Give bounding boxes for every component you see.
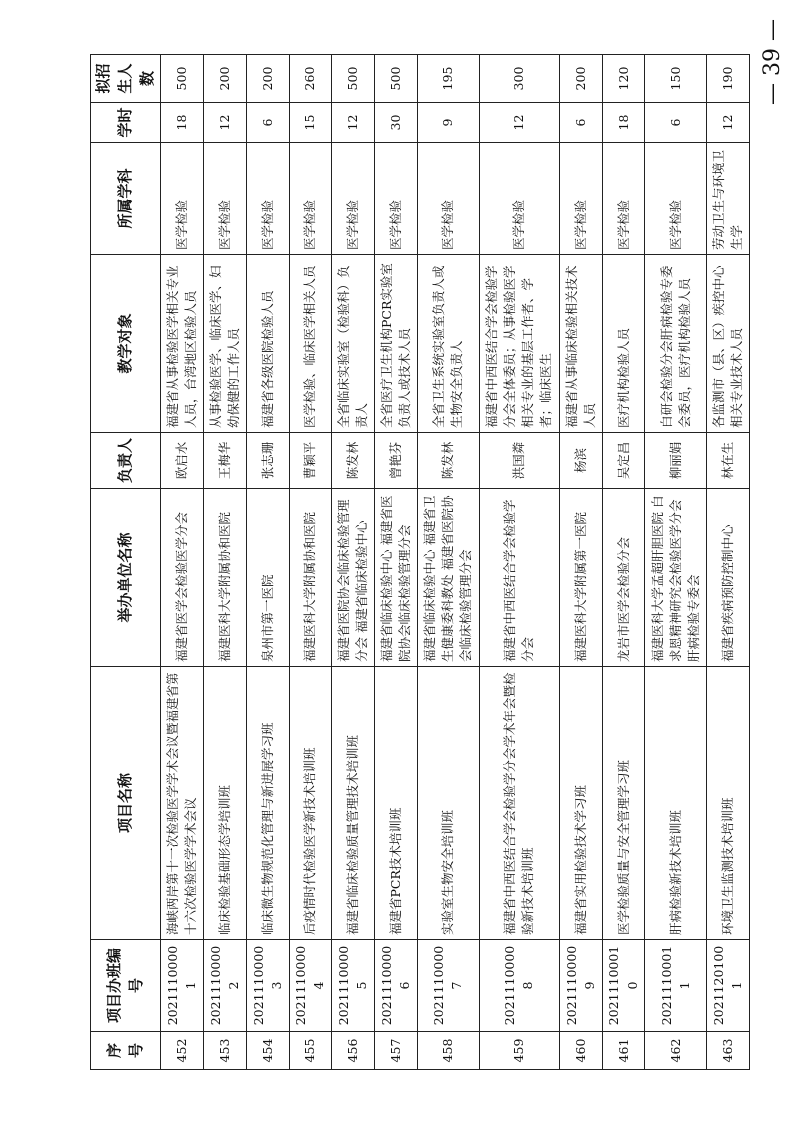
cell-name: 实验室生物安全培训班 xyxy=(417,667,479,940)
cell-name: 临床检验基础形态学培训班 xyxy=(204,667,247,940)
cell-owner: 洪国粦 xyxy=(479,433,559,489)
cell-target: 全省医疗卫生机构PCR实验室负责人或技术人员 xyxy=(375,255,418,433)
cell-owner: 陈发林 xyxy=(417,433,479,489)
cell-subject: 医学检验 xyxy=(161,143,204,255)
cell-hours: 6 xyxy=(559,103,602,143)
cell-name: 医学检验质量与安全管理学习班 xyxy=(602,667,645,940)
cell-target: 福建省从事检验医学相关专业人员，台湾地区检验人员 xyxy=(161,255,204,433)
header-target: 教学对象 xyxy=(91,255,161,433)
cell-org: 泉州市第一医院 xyxy=(246,489,289,667)
cell-code: 20211100007 xyxy=(417,940,479,1032)
cell-quota: 500 xyxy=(161,55,204,103)
table-row xyxy=(375,55,418,1070)
cell-quota: 500 xyxy=(375,55,418,103)
cell-subject: 医学检验 xyxy=(417,143,479,255)
cell-subject: 医学检验 xyxy=(204,143,247,255)
cell-quota: 500 xyxy=(332,55,375,103)
cell-target: 各监测市（县、区）疾控中心相关专业技术人员 xyxy=(707,255,750,433)
cell-org: 福建省临床检验中心 福建省卫生健康委科教处 福建省医院协会临床检验管理分会 xyxy=(417,489,479,667)
cell-owner: 曾艳芬 xyxy=(375,433,418,489)
cell-seq: 457 xyxy=(375,1032,418,1070)
table-row xyxy=(417,55,479,1070)
cell-name: 后疫情时代检验医学新技术培训班 xyxy=(289,667,332,940)
cell-hours: 30 xyxy=(375,103,418,143)
cell-target: 福建省中西医结合学会检验学分会全体委员；从事检验医学相关专业的基层工作者、学者；临床医生 xyxy=(479,255,559,433)
cell-hours: 18 xyxy=(161,103,204,143)
cell-seq: 455 xyxy=(289,1032,332,1070)
cell-subject: 医学检验 xyxy=(375,143,418,255)
cell-org: 福建省临床检验中心 福建省医院协会临床检验管理分会 xyxy=(375,489,418,667)
cell-subject: 医学检验 xyxy=(602,143,645,255)
header-owner: 负责人 xyxy=(91,433,161,489)
cell-code: 20211100008 xyxy=(479,940,559,1032)
header-seq: 序号 xyxy=(91,1032,161,1070)
table-row xyxy=(161,55,204,1070)
cell-code: 20211100005 xyxy=(332,940,375,1032)
cell-org: 福建医科大学附属第一医院 xyxy=(559,489,602,667)
cell-target: 福建省各级医院检验人员 xyxy=(246,255,289,433)
table-row xyxy=(246,55,289,1070)
cell-owner: 吴定昌 xyxy=(602,433,645,489)
cell-hours: 12 xyxy=(204,103,247,143)
cell-seq: 460 xyxy=(559,1032,602,1070)
cell-target: 福建省从事临床检验相关技术人员 xyxy=(559,255,602,433)
cell-subject: 医学检验 xyxy=(289,143,332,255)
cell-hours: 12 xyxy=(332,103,375,143)
table-row xyxy=(479,55,559,1070)
cell-seq: 459 xyxy=(479,1032,559,1070)
table-row xyxy=(332,55,375,1070)
cell-owner: 欧启水 xyxy=(161,433,204,489)
cell-seq: 462 xyxy=(645,1032,707,1070)
header-hours: 学时 xyxy=(91,103,161,143)
cell-code: 20211100001 xyxy=(161,940,204,1032)
cell-subject: 医学检验 xyxy=(246,143,289,255)
cell-code: 20211100003 xyxy=(246,940,289,1032)
table-row xyxy=(289,55,332,1070)
table-body xyxy=(161,55,750,1070)
cell-name: 肝病检验新技术培训班 xyxy=(645,667,707,940)
cell-org: 福建省疾病预防控制中心 xyxy=(707,489,750,667)
cell-hours: 12 xyxy=(707,103,750,143)
cell-subject: 医学检验 xyxy=(559,143,602,255)
cell-target: 全省临床实验室（检验科）负责人 xyxy=(332,255,375,433)
table-row xyxy=(602,55,645,1070)
page-number: — 39 — xyxy=(760,19,785,105)
cell-hours: 6 xyxy=(246,103,289,143)
cell-hours: 6 xyxy=(645,103,707,143)
table-header-row xyxy=(91,55,161,1070)
header-quota: 拟招生人数 xyxy=(91,55,161,103)
cell-subject: 医学检验 xyxy=(332,143,375,255)
cell-owner: 杨滨 xyxy=(559,433,602,489)
header-code: 项目办班编号 xyxy=(91,940,161,1032)
cell-name: 福建省临床检验质量管理技术培训班 xyxy=(332,667,375,940)
cell-seq: 453 xyxy=(204,1032,247,1070)
table-row xyxy=(559,55,602,1070)
cell-seq: 456 xyxy=(332,1032,375,1070)
cell-hours: 15 xyxy=(289,103,332,143)
cell-quota: 200 xyxy=(246,55,289,103)
cell-quota: 200 xyxy=(559,55,602,103)
cell-name: 福建省实用检验技术学习班 xyxy=(559,667,602,940)
cell-code: 20211201001 xyxy=(707,940,750,1032)
cell-seq: 458 xyxy=(417,1032,479,1070)
cell-owner: 柳丽娟 xyxy=(645,433,707,489)
cell-owner: 王梅华 xyxy=(204,433,247,489)
cell-seq: 463 xyxy=(707,1032,750,1070)
cell-seq: 461 xyxy=(602,1032,645,1070)
cell-org: 福建医科大学附属协和医院 xyxy=(204,489,247,667)
course-table-container xyxy=(90,55,750,1070)
cell-name: 海峡两岸第十一次检验医学学术会议暨福建省第十六次检验医学学术会议 xyxy=(161,667,204,940)
header-org: 举办单位名称 xyxy=(91,489,161,667)
table-row xyxy=(204,55,247,1070)
cell-owner: 林在生 xyxy=(707,433,750,489)
cell-code: 20211100011 xyxy=(645,940,707,1032)
cell-subject: 医学检验 xyxy=(479,143,559,255)
cell-hours: 12 xyxy=(479,103,559,143)
cell-target: 白研会检验分会肝病检验专委会委员，医疗机构检验人员 xyxy=(645,255,707,433)
cell-code: 20211100006 xyxy=(375,940,418,1032)
cell-org: 福建医科大学孟超肝胆医院 白求恩精神研究会检验医学分会肝病检验专委会 xyxy=(645,489,707,667)
cell-hours: 18 xyxy=(602,103,645,143)
cell-target: 医学检验、临床医学相关人员 xyxy=(289,255,332,433)
cell-quota: 200 xyxy=(204,55,247,103)
cell-code: 20211100002 xyxy=(204,940,247,1032)
cell-quota: 260 xyxy=(289,55,332,103)
cell-org: 福建省医学会检验医学分会 xyxy=(161,489,204,667)
cell-seq: 452 xyxy=(161,1032,204,1070)
cell-code: 20211100004 xyxy=(289,940,332,1032)
cell-owner: 陈发林 xyxy=(332,433,375,489)
cell-target: 从事检验医学、临床医学、妇幼保健的工作人员 xyxy=(204,255,247,433)
course-table xyxy=(90,54,750,1070)
cell-quota: 190 xyxy=(707,55,750,103)
cell-hours: 9 xyxy=(417,103,479,143)
cell-quota: 195 xyxy=(417,55,479,103)
cell-subject: 劳动卫生与环境卫生学 xyxy=(707,143,750,255)
header-name: 项目名称 xyxy=(91,667,161,940)
cell-name: 临床微生物规范化管理与新进展学习班 xyxy=(246,667,289,940)
cell-code: 20211100009 xyxy=(559,940,602,1032)
cell-quota: 150 xyxy=(645,55,707,103)
table-row xyxy=(645,55,707,1070)
cell-quota: 120 xyxy=(602,55,645,103)
cell-owner: 曹颖平 xyxy=(289,433,332,489)
cell-org: 福建省中西医结合学会检验学分会 xyxy=(479,489,559,667)
cell-name: 环境卫生监测技术培训班 xyxy=(707,667,750,940)
cell-seq: 454 xyxy=(246,1032,289,1070)
cell-name: 福建省中西医结合学会检验学分会学术年会暨检验新技术培训班 xyxy=(479,667,559,940)
cell-org: 福建医科大学附属协和医院 xyxy=(289,489,332,667)
cell-name: 福建省PCR技术培训班 xyxy=(375,667,418,940)
cell-owner: 张志珊 xyxy=(246,433,289,489)
header-subject: 所属学科 xyxy=(91,143,161,255)
table-row xyxy=(707,55,750,1070)
cell-code: 20211100010 xyxy=(602,940,645,1032)
cell-target: 全省卫生系统实验室负责人或生物安全负责人 xyxy=(417,255,479,433)
cell-quota: 300 xyxy=(479,55,559,103)
cell-target: 医疗机构检验人员 xyxy=(602,255,645,433)
cell-org: 龙岩市医学会检验分会 xyxy=(602,489,645,667)
cell-org: 福建省医院协会临床检验管理分会 福建省临床检验中心 xyxy=(332,489,375,667)
cell-subject: 医学检验 xyxy=(645,143,707,255)
